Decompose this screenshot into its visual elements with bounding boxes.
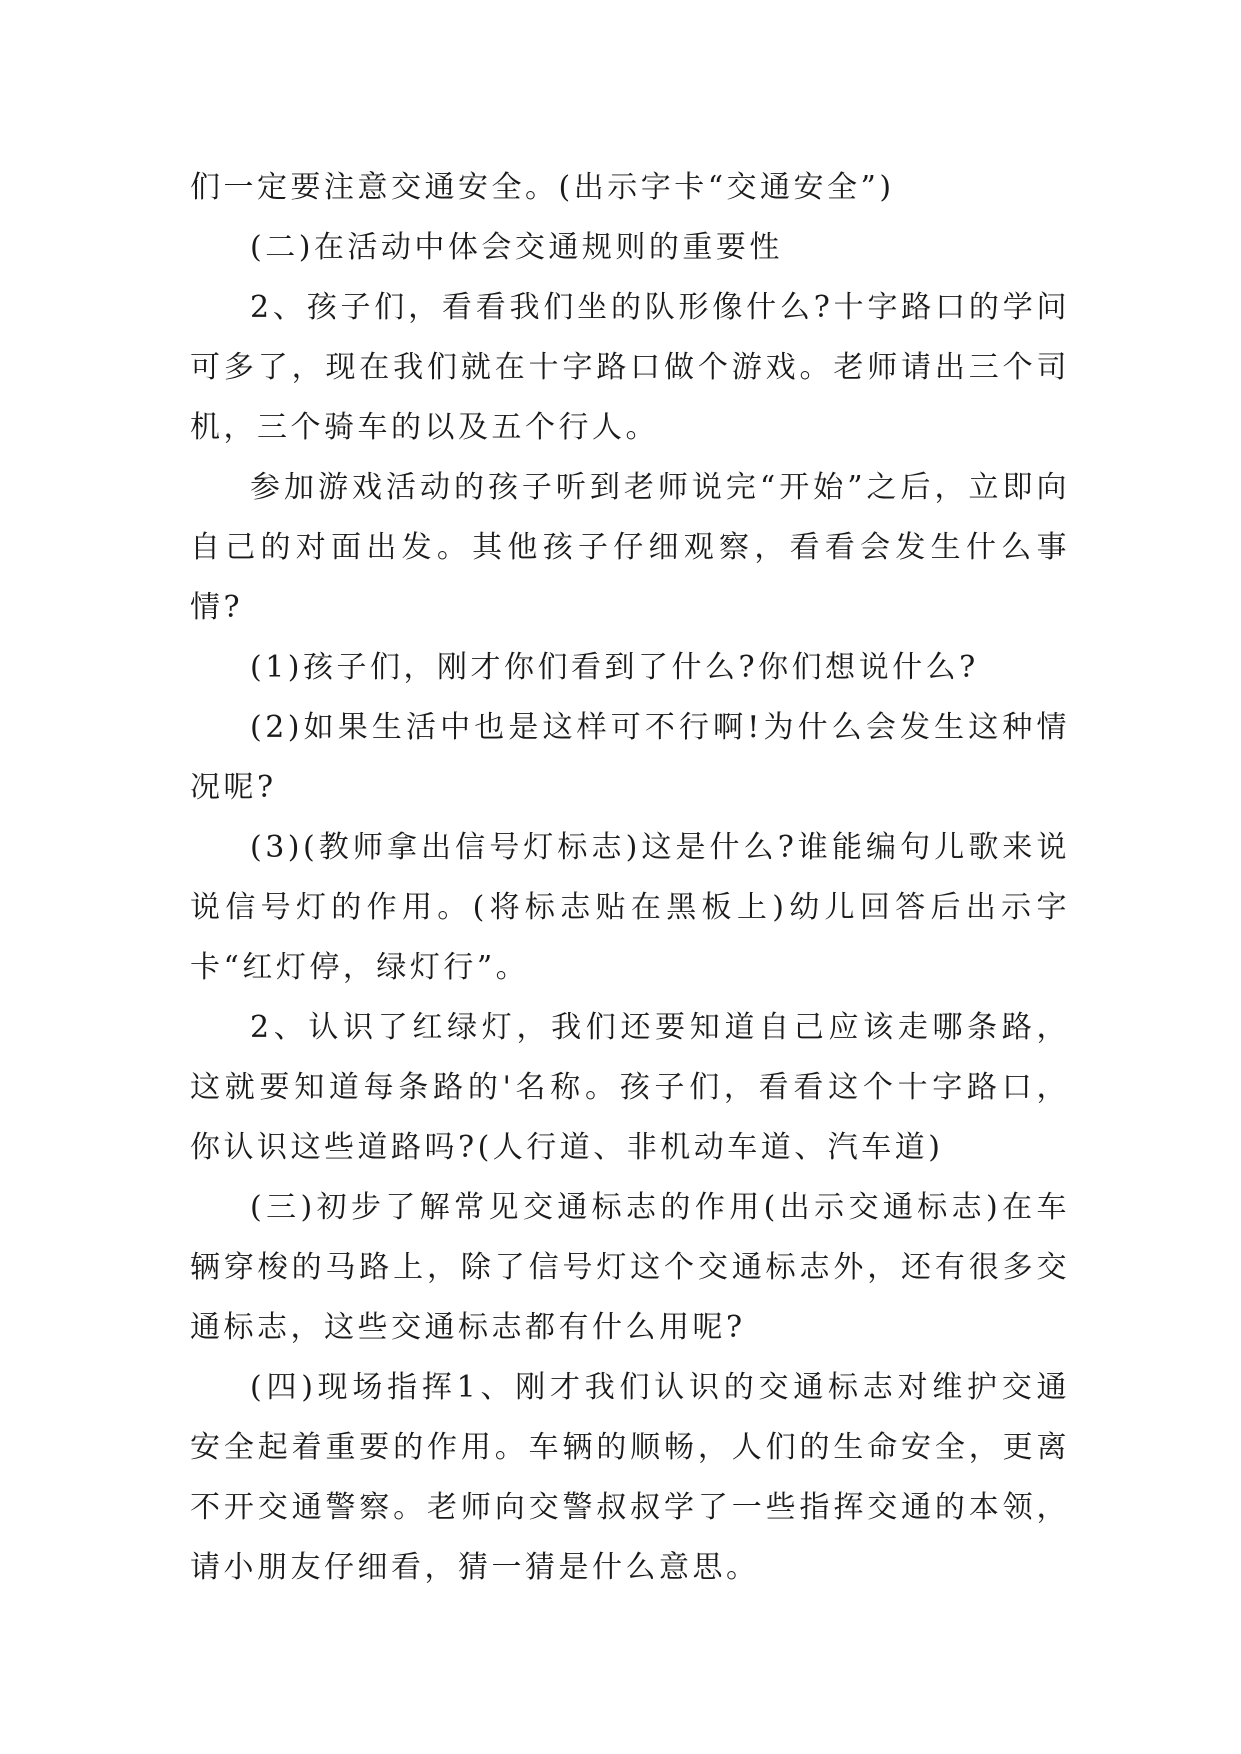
paragraph: 参加游戏活动的孩子听到老师说完“开始”之后，立即向自己的对面出发。其他孩子仔细观察，看看会发生什么事情? [190, 470, 1070, 625]
paragraph: (2)如果生活中也是这样可不行啊!为什么会发生这种情况呢? [190, 710, 1070, 805]
document-body [190, 158, 1070, 1598]
section-heading: (二)在活动中体会交通规则的重要性 [250, 230, 783, 265]
paragraph: 2、认识了红绿灯，我们还要知道自己应该走哪条路，这就要知道每条路的'名称。孩子们，看看这个十字路口，你认识这些道路吗?(人行道、非机动车道、汽车道) [190, 1010, 1070, 1165]
paragraph: 们一定要注意交通安全。(出示字卡“交通安全”) [190, 170, 895, 205]
paragraph: (1)孩子们，刚才你们看到了什么?你们想说什么? [250, 650, 979, 685]
paragraph: (3)(教师拿出信号灯标志)这是什么?谁能编句儿歌来说说信号灯的作用。(将标志贴在黑板上)幼儿回答后出示字卡“红灯停，绿灯行”。 [190, 830, 1070, 985]
section-heading: (三)初步了解常见交通标志的作用(出示交通标志)在车辆穿梭的马路上，除了信号灯这个交通标志外，还有很多交通标志，这些交通标志都有什么用呢? [190, 1190, 1070, 1345]
section-heading: (四)现场指挥1、刚才我们认识的交通标志对维护交通安全起着重要的作用。车辆的顺畅，人们的生命安全，更离不开交通警察。老师向交警叔叔学了一些指挥交通的本领，请小朋友仔细看，猜一猜是什么意思。 [190, 1370, 1070, 1585]
paragraph: 2、孩子们，看看我们坐的队形像什么?十字路口的学问可多了，现在我们就在十字路口做个游戏。老师请出三个司机，三个骑车的以及五个行人。 [190, 290, 1070, 445]
